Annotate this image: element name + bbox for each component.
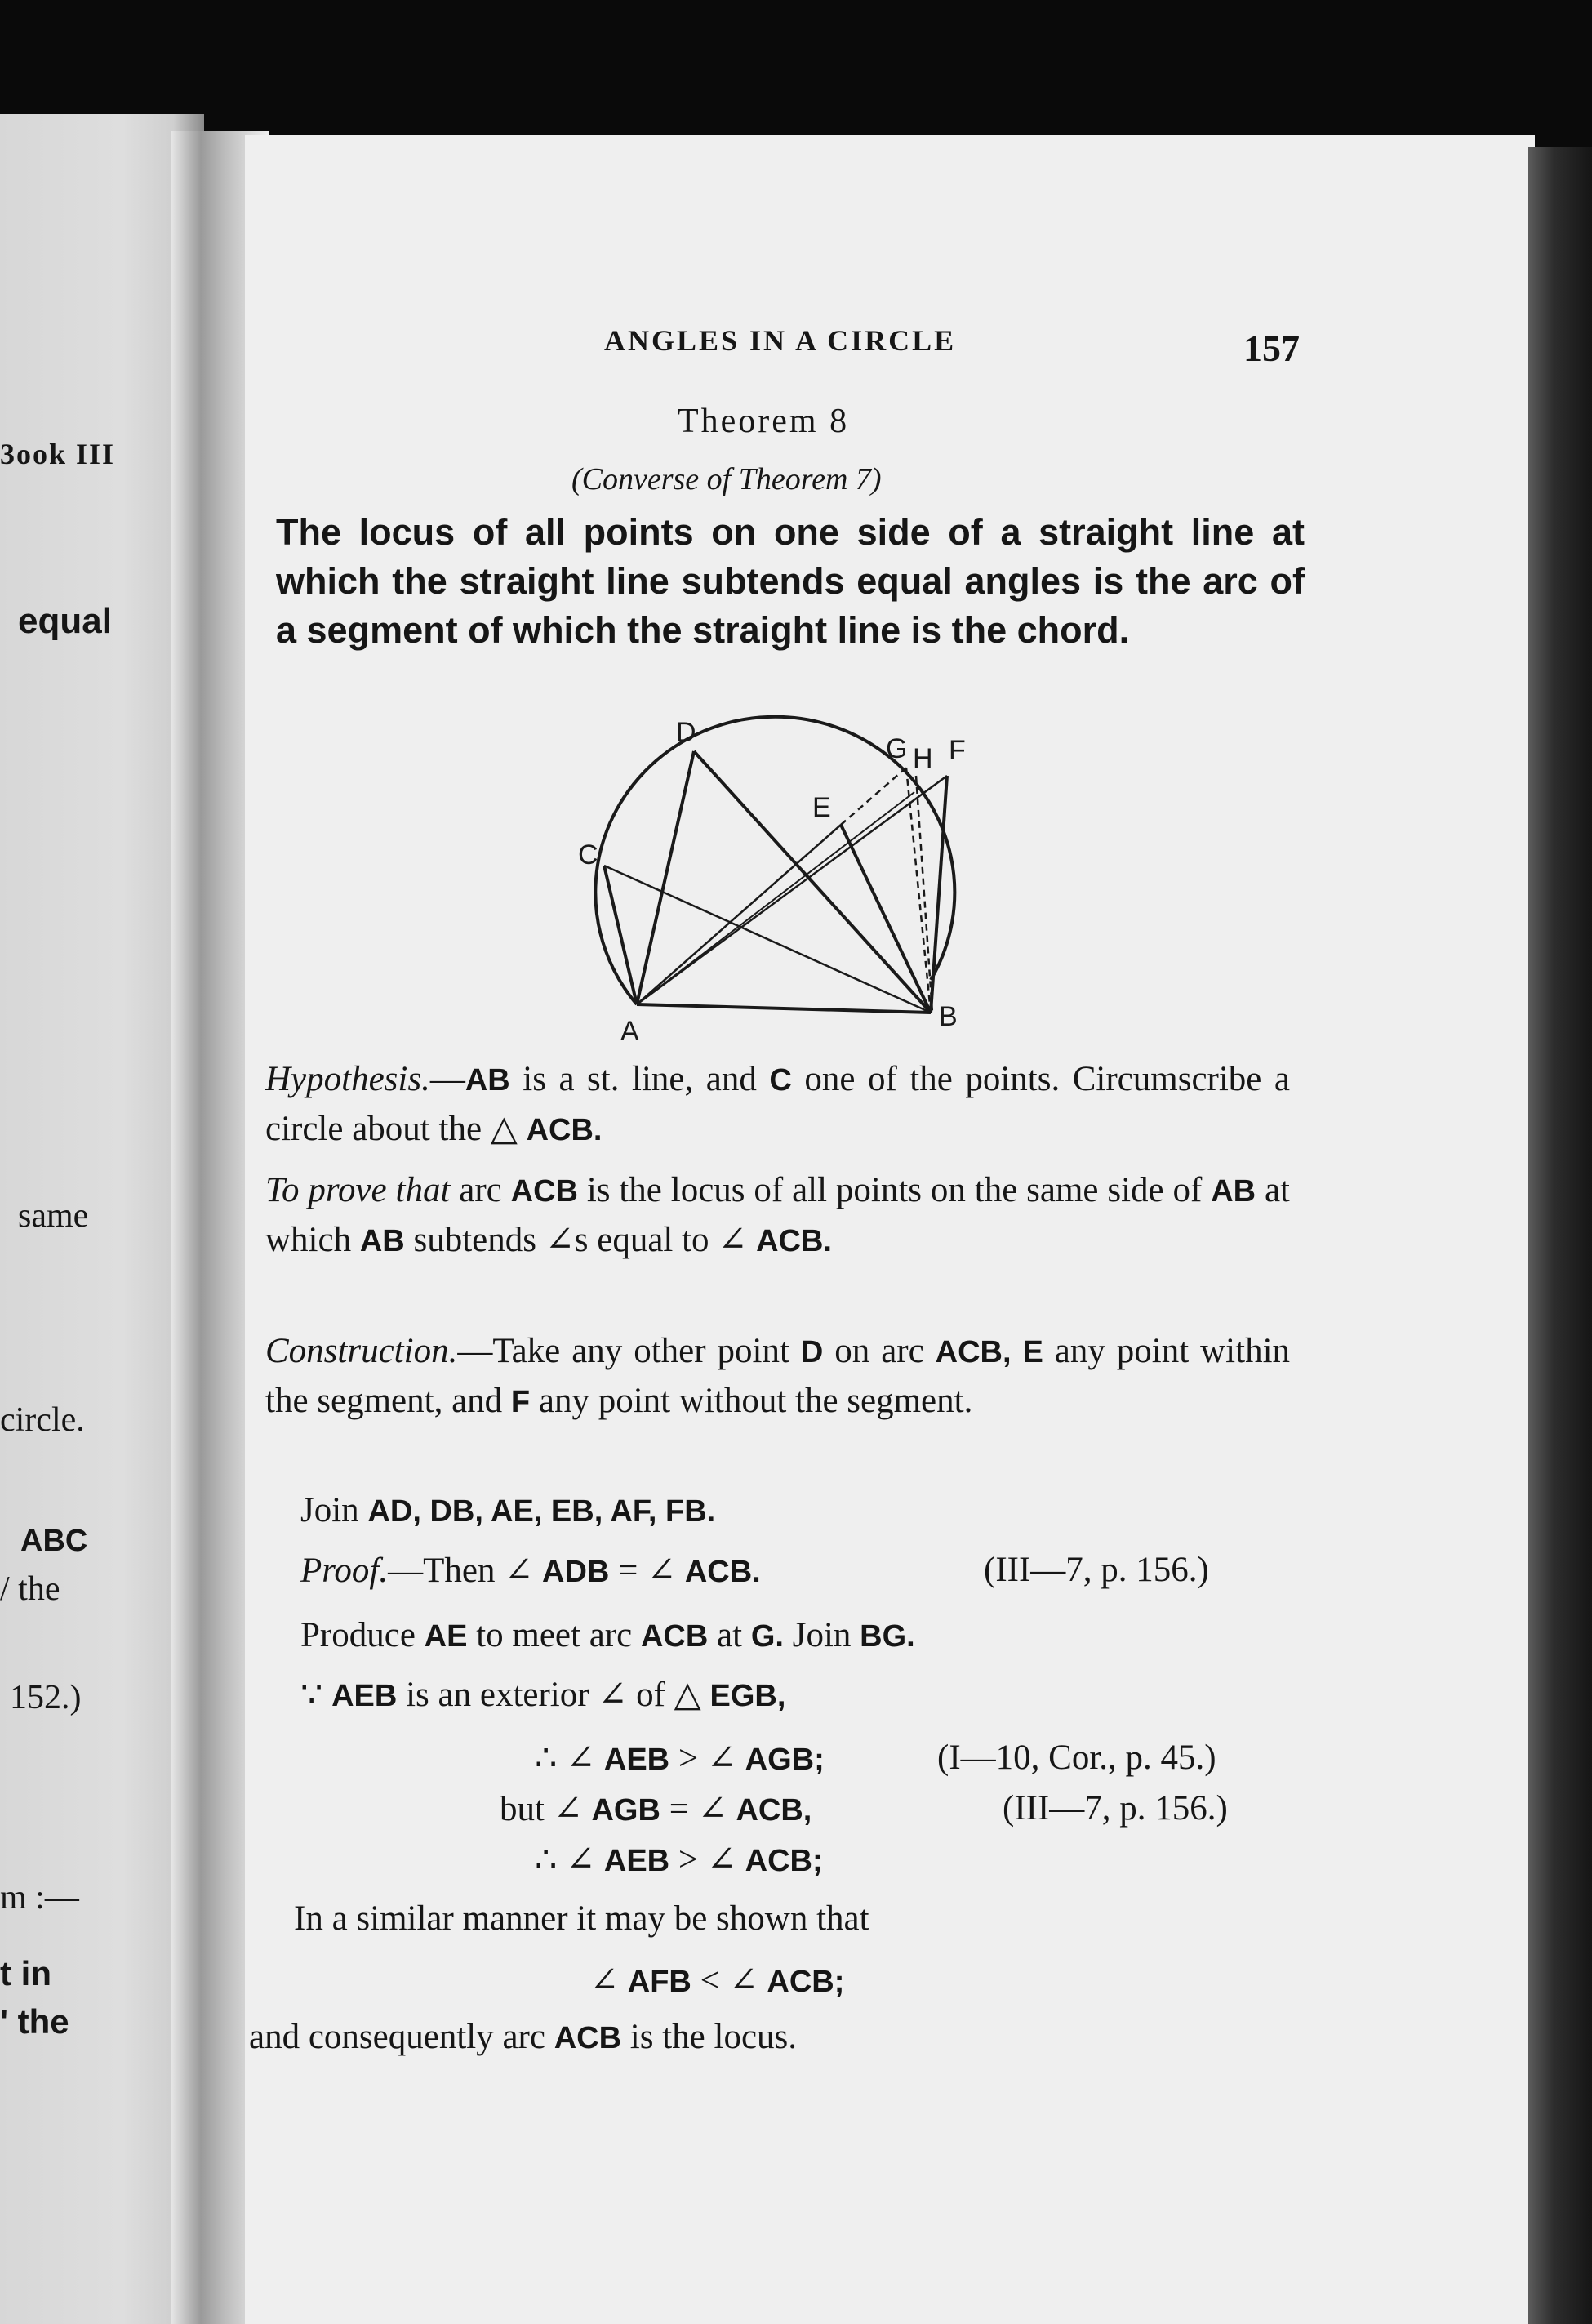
but-line: but ∠ AGB = ∠ ACB,: [500, 1790, 812, 1828]
label-B: B: [939, 1001, 958, 1032]
left-fragment: ' the: [0, 2002, 69, 2041]
left-fragment: equal: [18, 601, 112, 641]
geometry-figure: [563, 710, 996, 1053]
line-EB: [841, 825, 931, 1013]
conclusion-line: and consequently arc ACB is the locus.: [249, 2018, 798, 2056]
afb-line: ∠ AFB < ∠ ACB;: [589, 1961, 845, 2000]
left-fragment: ABC: [20, 1524, 88, 1558]
construction: Construction.—Take any other point D on arc ACB, E any point within the segment, and F any point without the segment.: [265, 1332, 1291, 1420]
similar-line: In a similar manner it may be shown that: [294, 1899, 869, 1938]
page-edge: [1528, 147, 1592, 2324]
left-fragment: t in: [0, 1954, 51, 1992]
but-reference: (III—7, p. 156.): [1003, 1789, 1228, 1828]
line-EG: [841, 768, 906, 825]
produce-line: Produce AE to meet arc ACB at G. Join BG.: [300, 1616, 915, 1654]
proof-line: Proof.—Then ∠ ADB = ∠ ACB.: [300, 1552, 761, 1590]
therefore-line-1: ∴ ∠ AEB > ∠ AGB;: [535, 1739, 825, 1778]
line-DB: [694, 751, 931, 1013]
left-page-header: 3ook III: [0, 438, 116, 470]
running-head: ANGLES IN A CIRCLE: [604, 324, 957, 357]
label-E: E: [812, 792, 831, 823]
proof-reference: (III—7, p. 156.): [984, 1551, 1209, 1589]
theorem-statement: The locus of all points on one side of a straight line at which the straight line subtends equal angles is the arc of a segment of which the straight line is the chord.: [276, 511, 1305, 651]
label-C: C: [578, 839, 598, 870]
left-fragment: / the: [0, 1570, 60, 1608]
theorem-subtitle: (Converse of Theorem 7): [571, 462, 882, 496]
left-fragment: m :—: [0, 1879, 79, 1917]
because-line: ∵ AEB is an exterior ∠ of △ EGB,: [300, 1676, 786, 1714]
therefore-reference: (I—10, Cor., p. 45.): [937, 1739, 1216, 1777]
left-fragment: circle.: [0, 1401, 85, 1439]
line-AE: [637, 825, 841, 1004]
left-fragment: same: [18, 1197, 89, 1235]
line-AF: [637, 776, 947, 1004]
join-line: Join AD, DB, AE, EB, AF, FB.: [300, 1491, 716, 1529]
to-prove: To prove that arc ACB is the locus of all points on the same side of AB at which AB subtends ∠s equal to ∠ ACB.: [265, 1171, 1290, 1259]
therefore-line-2: ∴ ∠ AEB > ∠ ACB;: [535, 1841, 823, 1879]
label-F: F: [949, 735, 966, 766]
theorem-title: Theorem 8: [678, 403, 850, 440]
left-fragment: 152.): [10, 1679, 82, 1716]
hypothesis: Hypothesis.—AB is a st. line, and C one of the points. Circumscribe a circle about the △ ACB.: [265, 1060, 1290, 1148]
label-G: G: [886, 733, 908, 764]
page-number: 157: [1243, 327, 1300, 369]
label-A: A: [620, 1016, 639, 1047]
label-H: H: [913, 743, 933, 774]
line-AB: [637, 1004, 931, 1013]
label-D: D: [676, 717, 696, 748]
